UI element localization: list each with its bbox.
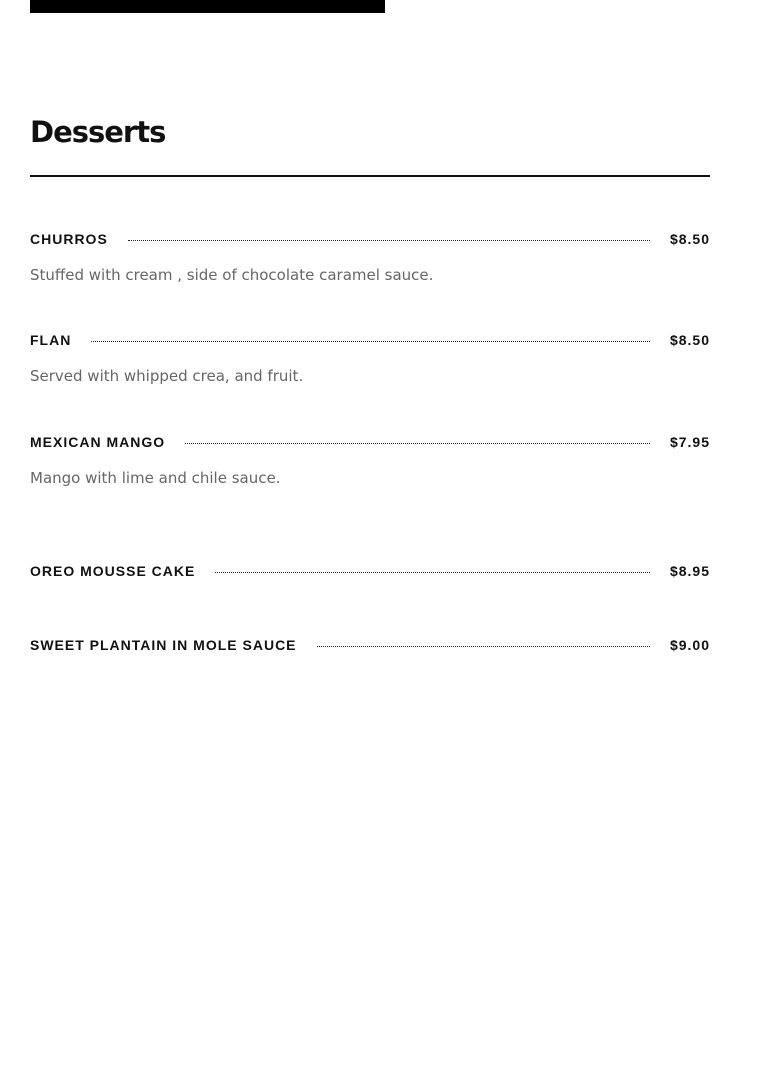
section-divider: [30, 175, 710, 177]
menu-item-sweet-plantain: [30, 635, 710, 655]
menu-item-row: [30, 229, 710, 249]
menu-item-price: $8.95: [669, 563, 710, 579]
menu-item-price: $7.95: [669, 434, 710, 450]
menu-item-price: $9.00: [669, 637, 710, 653]
menu-item-mexican-mango: [30, 432, 710, 488]
menu-item-row: [30, 561, 710, 581]
menu-item-churros: [30, 229, 710, 285]
menu-item-description: Mango with lime and chile sauce.: [30, 469, 281, 487]
dotted-leader: [91, 341, 650, 342]
menu-item-description: Served with whipped crea, and fruit.: [30, 367, 304, 385]
dotted-leader: [317, 646, 650, 647]
dotted-leader: [185, 443, 650, 444]
menu-item-description: Stuffed with cream , side of chocolate caramel sauce.: [30, 266, 434, 284]
menu-item-name: MEXICAN MANGO: [30, 434, 166, 450]
dotted-leader: [215, 572, 650, 573]
menu-item-price: $8.50: [669, 332, 710, 348]
header-image-bar: [30, 0, 385, 13]
section-title: Desserts: [30, 115, 166, 149]
menu-item-row: [30, 432, 710, 452]
dotted-leader: [128, 240, 650, 241]
menu-item-name: CHURROS: [30, 231, 108, 247]
menu-item-oreo-mousse-cake: [30, 561, 710, 581]
menu-item-name: FLAN: [30, 332, 72, 348]
menu-item-row: [30, 635, 710, 655]
menu-item-name: SWEET PLANTAIN IN MOLE SAUCE: [30, 637, 297, 653]
menu-item-name: OREO MOUSSE CAKE: [30, 563, 196, 579]
menu-item-row: [30, 330, 710, 350]
menu-item-flan: [30, 330, 710, 386]
menu-item-price: $8.50: [669, 231, 710, 247]
